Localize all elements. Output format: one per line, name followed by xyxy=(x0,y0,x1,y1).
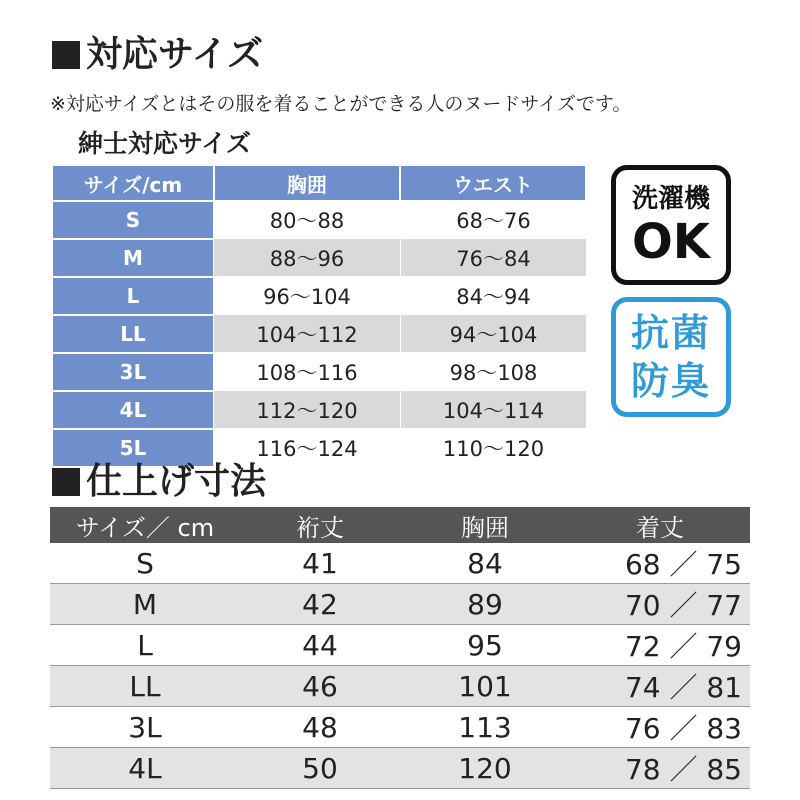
length-cell: 72 ／ 79 xyxy=(570,625,750,666)
chest-cell: 113 xyxy=(400,707,570,748)
finished-dimensions-heading xyxy=(52,462,266,502)
waist-cell: 68～76 xyxy=(400,201,586,239)
chest-cell: 84 xyxy=(400,543,570,584)
header-chest: 胸囲 xyxy=(400,507,570,543)
deodorant-label: 防臭 xyxy=(630,359,711,403)
table-row xyxy=(52,239,586,277)
chest-cell: 108～116 xyxy=(214,353,400,391)
header-sleeve-length: 裄丈 xyxy=(240,507,400,543)
size-cell: 5L xyxy=(52,429,214,467)
length-cell: 76 ／ 83 xyxy=(570,707,750,748)
size-cell: L xyxy=(52,277,214,315)
chest-cell: 101 xyxy=(400,666,570,707)
table-row xyxy=(52,353,586,391)
length-cell: 70 ／ 77 xyxy=(570,584,750,625)
table-row xyxy=(50,543,750,584)
antibacterial-label: 抗菌 xyxy=(630,311,711,355)
chest-cell: 89 xyxy=(400,584,570,625)
chest-cell: 96～104 xyxy=(214,277,400,315)
antibacterial-deodorant-badge xyxy=(611,297,731,417)
chest-cell: 95 xyxy=(400,625,570,666)
mens-size-header-row xyxy=(52,165,586,201)
size-cell: M xyxy=(52,239,214,277)
sleeve-cell: 41 xyxy=(240,543,400,584)
size-cell: M xyxy=(50,584,240,625)
length-cell: 78 ／ 85 xyxy=(570,748,750,789)
washing-machine-label: 洗濯機 xyxy=(631,184,710,214)
size-section-title: 対応サイズ xyxy=(86,34,264,75)
size-cell: LL xyxy=(50,666,240,707)
table-row xyxy=(50,584,750,625)
finished-dimensions-table xyxy=(50,507,750,789)
mens-size-table xyxy=(52,165,586,467)
length-cell: 74 ／ 81 xyxy=(570,666,750,707)
sleeve-cell: 50 xyxy=(240,748,400,789)
waist-cell: 76～84 xyxy=(400,239,586,277)
size-cell: LL xyxy=(52,315,214,353)
table-row xyxy=(52,277,586,315)
size-section-heading xyxy=(52,35,263,75)
finished-dimensions-title: 仕上げ寸法 xyxy=(86,461,267,502)
size-cell: 4L xyxy=(50,748,240,789)
header-size: サイズ/cm xyxy=(52,165,214,201)
washing-machine-ok-badge xyxy=(611,165,731,285)
sleeve-cell: 44 xyxy=(240,625,400,666)
table-row xyxy=(50,666,750,707)
mens-size-title: 紳士対応サイズ xyxy=(78,129,252,158)
table-row xyxy=(50,707,750,748)
sleeve-cell: 42 xyxy=(240,584,400,625)
square-bullet-icon xyxy=(52,41,80,69)
waist-cell: 98～108 xyxy=(400,353,586,391)
chest-cell: 116～124 xyxy=(214,429,400,467)
chest-cell: 112～120 xyxy=(214,391,400,429)
size-cell: S xyxy=(50,543,240,584)
size-cell: 3L xyxy=(52,353,214,391)
waist-cell: 104～114 xyxy=(400,391,586,429)
waist-cell: 84～94 xyxy=(400,277,586,315)
table-row xyxy=(52,391,586,429)
header-body-length: 着丈 xyxy=(570,507,750,543)
sleeve-cell: 46 xyxy=(240,666,400,707)
header-waist: ウエスト xyxy=(400,165,586,201)
header-size: サイズ／ cm xyxy=(50,507,240,543)
length-cell: 68 ／ 75 xyxy=(570,543,750,584)
table-row xyxy=(50,748,750,789)
size-cell: 4L xyxy=(52,391,214,429)
table-row xyxy=(50,625,750,666)
table-row xyxy=(52,315,586,353)
ok-label: OK xyxy=(632,214,710,270)
table-row xyxy=(52,201,586,239)
size-cell: S xyxy=(52,201,214,239)
chest-cell: 88～96 xyxy=(214,239,400,277)
size-cell: 3L xyxy=(50,707,240,748)
chest-cell: 80～88 xyxy=(214,201,400,239)
header-chest: 胸囲 xyxy=(214,165,400,201)
size-cell: L xyxy=(50,625,240,666)
size-note: ※対応サイズとはその服を着ることができる人のヌードサイズです。 xyxy=(50,93,632,115)
finished-header-row xyxy=(50,507,750,543)
waist-cell: 110～120 xyxy=(400,429,586,467)
chest-cell: 104～112 xyxy=(214,315,400,353)
waist-cell: 94～104 xyxy=(400,315,586,353)
sleeve-cell: 48 xyxy=(240,707,400,748)
square-bullet-icon xyxy=(52,468,80,496)
chest-cell: 120 xyxy=(400,748,570,789)
